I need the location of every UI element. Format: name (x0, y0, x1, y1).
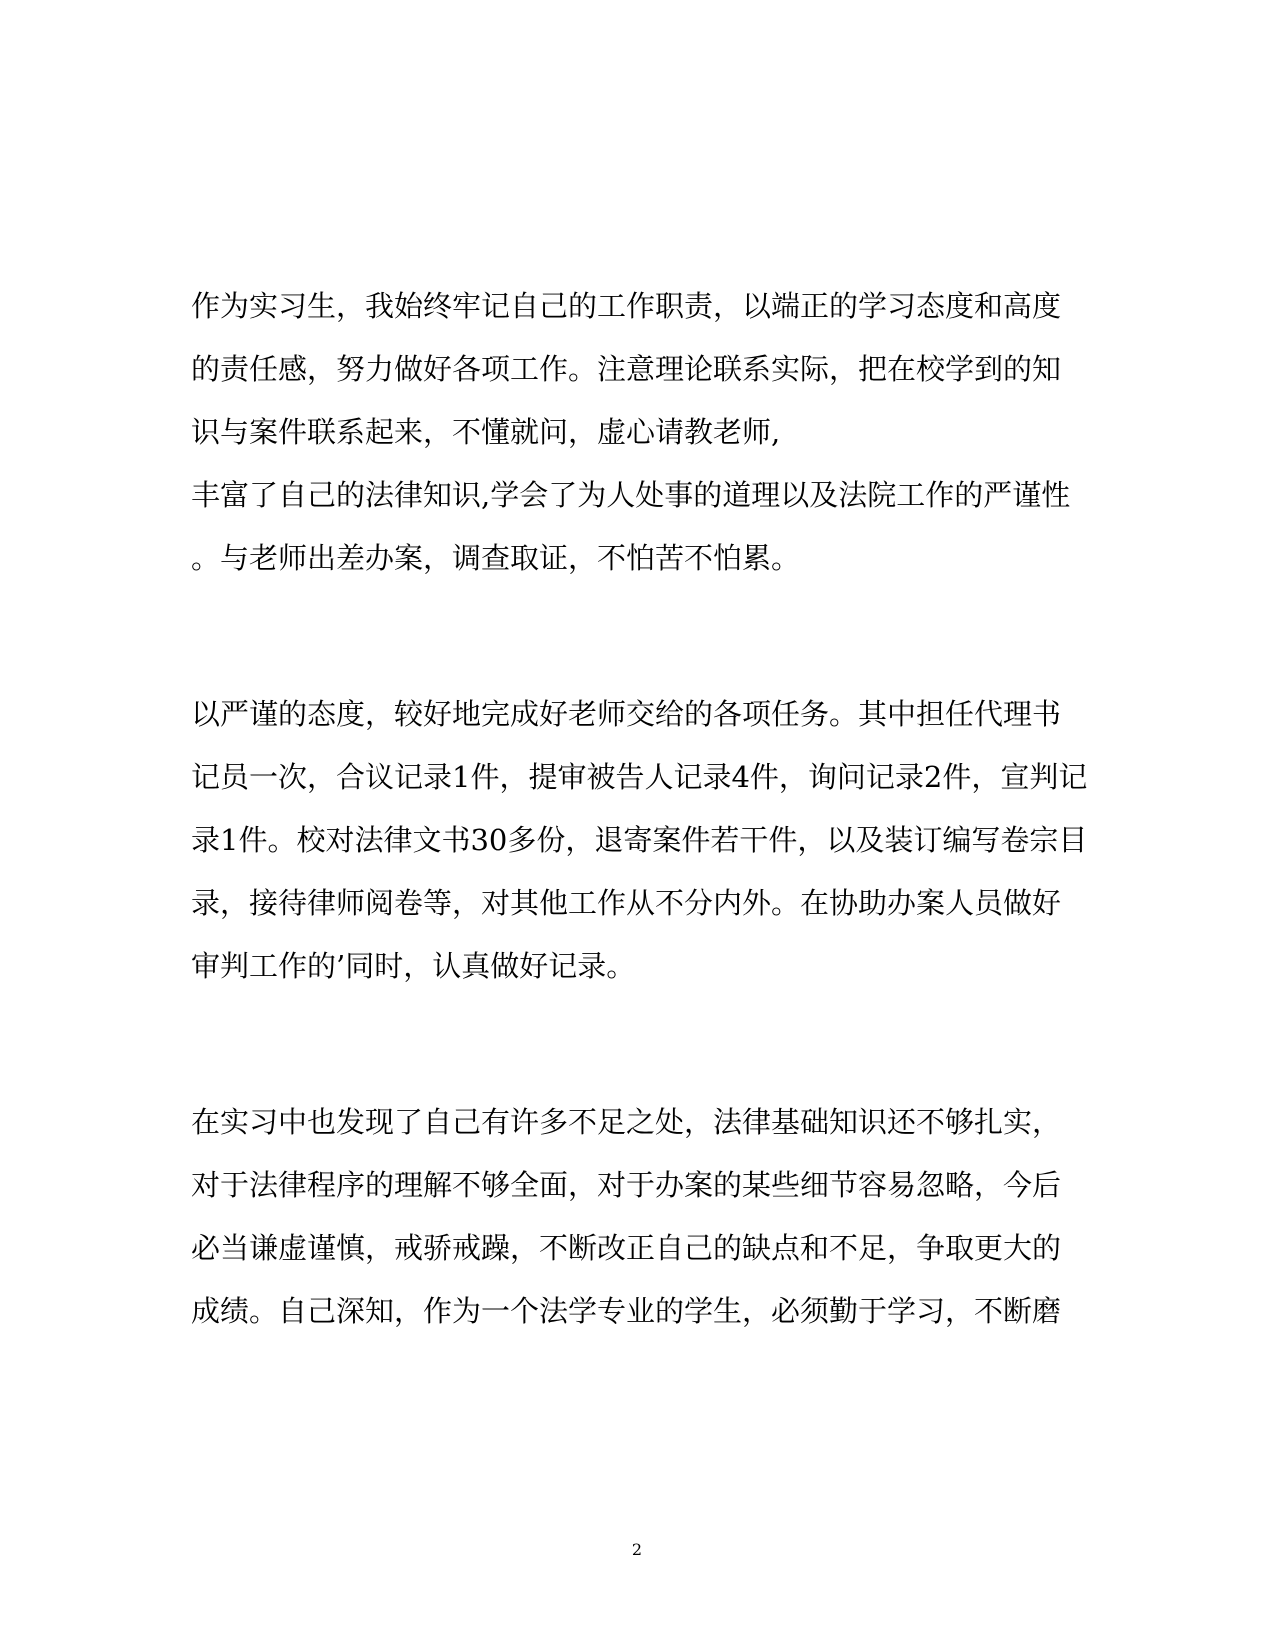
paragraph-line: 审判工作的’同时，认真做好记录。 (191, 949, 636, 983)
paragraph-line: 记员一次，合议记录1件，提审被告人记录4件，询问记录2件，宣判记 (191, 760, 1088, 794)
paragraph-line: 。与老师出差办案，调查取证，不怕苦不怕累。 (191, 541, 801, 575)
paragraph-line: 识与案件联系起来，不懂就问，虚心请教老师, (191, 415, 781, 449)
paragraph-line: 录，接待律师阅卷等，对其他工作从不分内外。在协助办案人员做好 (191, 886, 1062, 920)
paragraph-line: 作为实习生，我始终牢记自己的工作职责，以端正的学习态度和高度 (191, 289, 1062, 323)
paragraph-line: 在实习中也发现了自己有许多不足之处，法律基础知识还不够扎实， (191, 1105, 1062, 1139)
paragraph-line: 丰富了自己的法律知识,学会了为人处事的道理以及法院工作的严谨性 (191, 478, 1071, 512)
paragraph-line: 以严谨的态度，较好地完成好老师交给的各项任务。其中担任代理书 (191, 697, 1062, 731)
paragraph-line: 录1件。校对法律文书30多份，退寄案件若干件，以及装订编写卷宗目 (191, 823, 1088, 857)
page-number: 2 (631, 1540, 643, 1559)
paragraph-line: 的责任感，努力做好各项工作。注意理论联系实际，把在校学到的知 (191, 352, 1062, 386)
paragraph-line: 对于法律程序的理解不够全面，对于办案的某些细节容易忽略，今后 (191, 1168, 1062, 1202)
paragraph-line: 必当谦虚谨慎，戒骄戒躁，不断改正自己的缺点和不足，争取更大的 (191, 1231, 1062, 1265)
paragraph-line: 成绩。自己深知，作为一个法学专业的学生，必须勤于学习，不断磨 (191, 1294, 1062, 1328)
